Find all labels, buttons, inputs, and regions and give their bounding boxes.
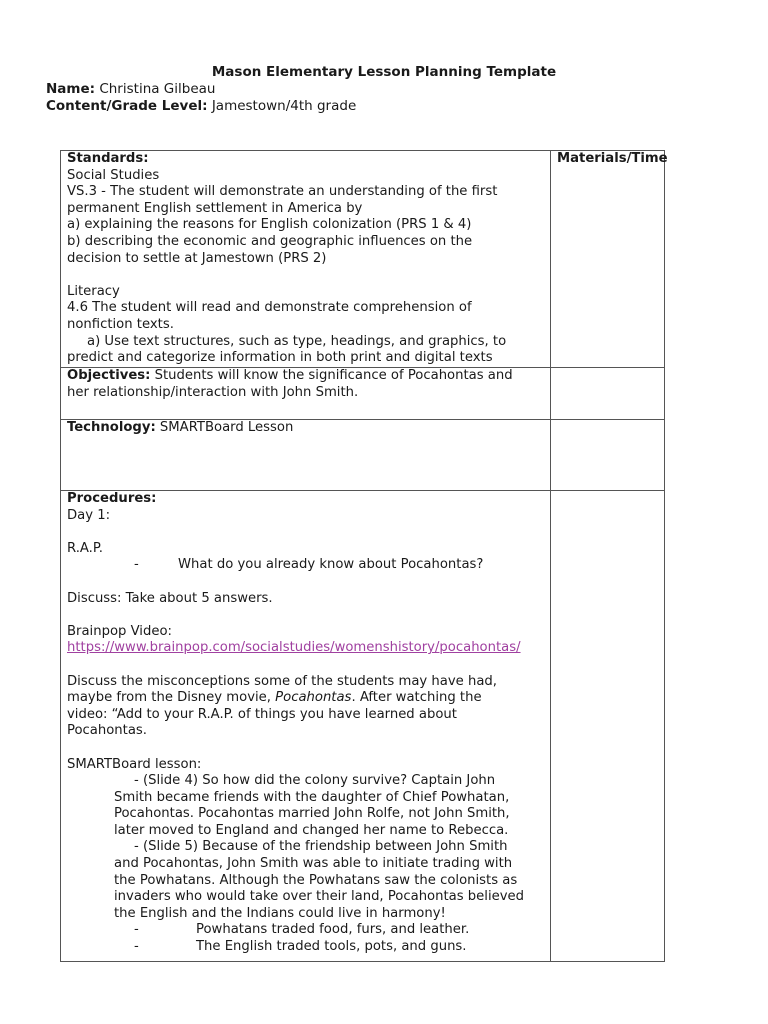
standards-line: b) describing the economic and geographic influences on the: [67, 233, 473, 249]
objectives-text: Students will know the significance of Pocahontas and: [150, 368, 513, 383]
objectives-label: Objectives:: [67, 368, 151, 383]
standards-line: Social Studies: [67, 167, 160, 183]
technology-label: Technology:: [67, 420, 156, 435]
slide5-line: the English and the Indians could live in harmony!: [114, 905, 446, 921]
slide4-line: Pocahontas. Pocahontas married John Rolfe, not John Smith,: [114, 806, 510, 822]
grade-line: [46, 98, 356, 114]
rap-question: What do you already know about Pocahontas?: [178, 557, 484, 573]
slide4-line: Smith became friends with the daughter of Chief Powhatan,: [114, 789, 510, 805]
trade-line-2: - The English traded tools, pots, and guns.: [134, 939, 467, 955]
technology-materials-cell: [551, 420, 665, 491]
grade-label: Content/Grade Level:: [46, 98, 208, 114]
procedures-cell: [61, 491, 551, 962]
lesson-plan-table: [60, 150, 668, 962]
misconceptions-line: video: “Add to your R.A.P. of things you have learned about: [67, 706, 457, 722]
rap-label: R.A.P.: [67, 540, 103, 556]
literacy-sub-line: predict and categorize information in both print and digital texts: [67, 350, 493, 366]
document-title: Mason Elementary Lesson Planning Template: [211, 64, 557, 80]
materials-header-cell: [551, 151, 668, 368]
procedures-materials-cell: [551, 491, 665, 962]
materials-time-header: Materials/Time: [557, 151, 668, 166]
standards-label: Standards:: [67, 151, 149, 166]
rap-question-row: - What do you already know about Pocahontas?: [134, 557, 484, 573]
literacy-line: Literacy: [67, 283, 120, 299]
slide5-line: - (Slide 5) Because of the friendship between John Smith: [134, 839, 508, 855]
literacy-line: 4.6 The student will read and demonstrate comprehension of: [67, 300, 472, 316]
slide5-line: invaders who would take over their land, Pocahontas believed: [114, 889, 525, 905]
objectives-cell: [61, 368, 551, 420]
discuss-line: Discuss: Take about 5 answers.: [67, 590, 273, 606]
name-value: Christina Gilbeau: [99, 81, 216, 97]
misconceptions-line: Pocahontas.: [67, 723, 147, 739]
trade-line-1: - Powhatans traded food, furs, and leather.: [134, 922, 470, 938]
misconceptions-line: Discuss the misconceptions some of the students may have had,: [67, 673, 497, 689]
day-label: Day 1:: [67, 507, 111, 523]
objectives-row: [61, 368, 665, 420]
standards-cell: [61, 151, 551, 368]
movie-title: Pocahontas: [275, 690, 352, 706]
procedures-label: Procedures:: [67, 491, 157, 506]
technology-value: SMARTBoard Lesson: [155, 420, 294, 435]
slide5-line: the Powhatans. Although the Powhatans saw the colonists as: [114, 872, 518, 888]
grade-value: Jamestown/4th grade: [211, 98, 357, 114]
standards-line: VS.3 - The student will demonstrate an understanding of the first: [67, 184, 498, 200]
literacy-line: nonfiction texts.: [67, 316, 174, 332]
objectives-text-2: her relationship/interaction with John Smith.: [67, 384, 359, 400]
standards-line: decision to settle at Jamestown (PRS 2): [67, 250, 327, 266]
procedures-row: [61, 491, 665, 962]
standards-line: a) explaining the reasons for English colonization (PRS 1 & 4): [67, 217, 472, 233]
slide4-line: - (Slide 4) So how did the colony survive? Captain John: [134, 773, 496, 789]
smartboard-label: SMARTBoard lesson:: [67, 756, 202, 772]
objectives-materials-cell: [551, 368, 665, 420]
brainpop-label: Brainpop Video:: [67, 623, 172, 639]
misconceptions-line: maybe from the Disney movie, Pocahontas. After watching the: [67, 690, 482, 706]
literacy-sub-line: a) Use text structures, such as type, headings, and graphics, to: [87, 333, 507, 349]
name-line: [46, 81, 215, 97]
slide5-line: and Pocahontas, John Smith was able to initiate trading with: [114, 856, 513, 872]
name-label: Name:: [46, 81, 96, 97]
technology-row: [61, 420, 665, 491]
standards-line: permanent English settlement in America by: [67, 200, 363, 216]
brainpop-link[interactable]: https://www.brainpop.com/socialstudies/womenshistory/pocahontas/: [67, 640, 521, 656]
technology-cell: [61, 420, 551, 491]
slide4-line: later moved to England and changed her name to Rebecca.: [114, 822, 509, 838]
standards-row: [61, 151, 665, 368]
